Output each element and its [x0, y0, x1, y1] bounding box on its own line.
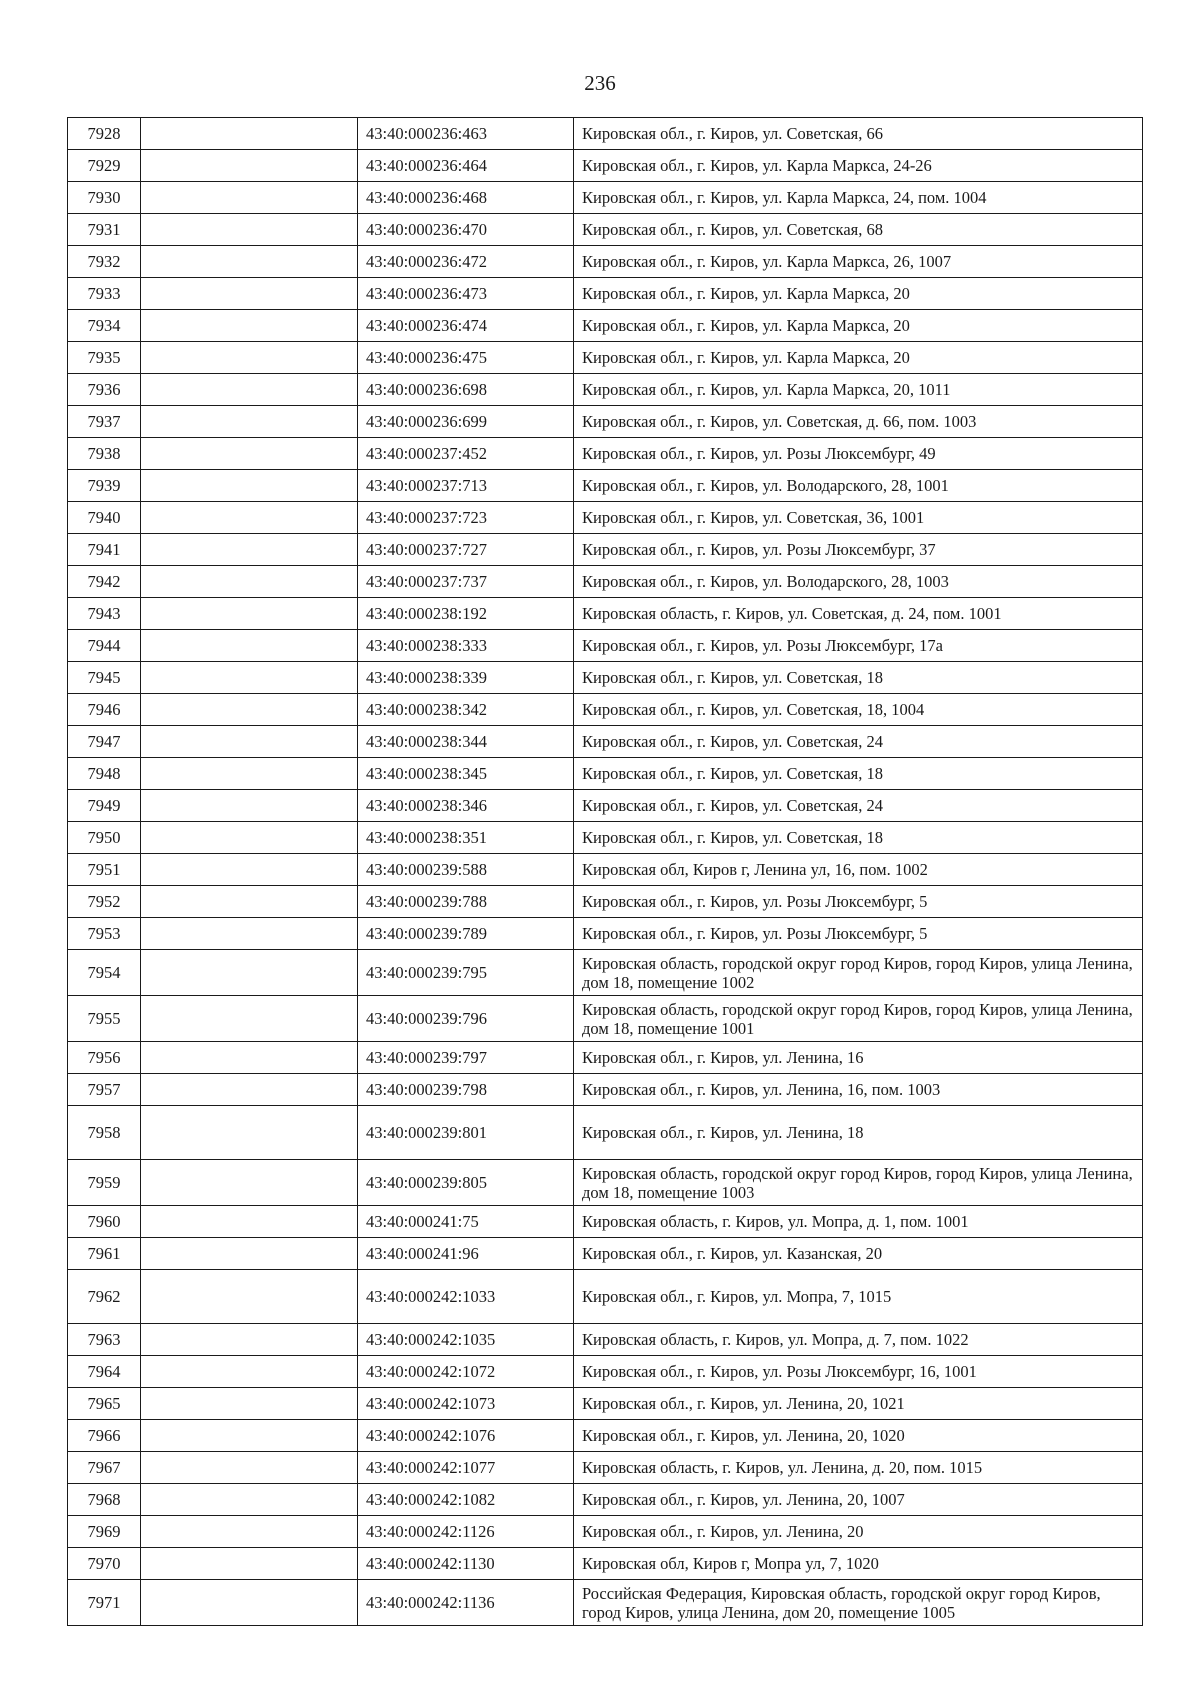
- address-cell: Кировская обл., г. Киров, ул. Советская, д. 66, пом. 1003: [574, 406, 1143, 438]
- table-row: [68, 1452, 1143, 1484]
- table-row: [68, 1548, 1143, 1580]
- cadastral-number: 43:40:000241:75: [358, 1206, 574, 1238]
- row-number: 7934: [68, 310, 141, 342]
- address-cell: Кировская обл., г. Киров, ул. Ленина, 16: [574, 1042, 1143, 1074]
- address-cell: Кировская обл., г. Киров, ул. Карла Маркса, 20: [574, 278, 1143, 310]
- cadastral-number: 43:40:000242:1073: [358, 1388, 574, 1420]
- table-row: [68, 886, 1143, 918]
- row-number: 7951: [68, 854, 141, 886]
- address-cell: Кировская обл., г. Киров, ул. Володарского, 28, 1003: [574, 566, 1143, 598]
- cadastral-number: 43:40:000242:1077: [358, 1452, 574, 1484]
- row-number: 7932: [68, 246, 141, 278]
- row-number: 7969: [68, 1516, 141, 1548]
- cadastral-number: 43:40:000239:801: [358, 1106, 574, 1160]
- cadastral-number: 43:40:000236:464: [358, 150, 574, 182]
- row-number: 7949: [68, 790, 141, 822]
- row-number: 7948: [68, 758, 141, 790]
- address-cell: Кировская обл., г. Киров, ул. Советская, 24: [574, 726, 1143, 758]
- table-row: [68, 214, 1143, 246]
- cadastral-number: 43:40:000236:470: [358, 214, 574, 246]
- address-cell: Кировская обл, Киров г, Ленина ул, 16, пом. 1002: [574, 854, 1143, 886]
- table-row: [68, 758, 1143, 790]
- row-number: 7936: [68, 374, 141, 406]
- table-row: [68, 1420, 1143, 1452]
- cadastral-number: 43:40:000242:1072: [358, 1356, 574, 1388]
- address-cell: Кировская обл., г. Киров, ул. Розы Люксембург, 37: [574, 534, 1143, 566]
- table-row: [68, 534, 1143, 566]
- row-number: 7964: [68, 1356, 141, 1388]
- table-row: [68, 438, 1143, 470]
- cadastral-number: 43:40:000241:96: [358, 1238, 574, 1270]
- cadastral-number: 43:40:000236:475: [358, 342, 574, 374]
- row-number: 7955: [68, 996, 141, 1042]
- address-cell: Кировская обл., г. Киров, ул. Карла Маркса, 20, 1011: [574, 374, 1143, 406]
- row-number: 7944: [68, 630, 141, 662]
- address-cell: Кировская область, городской округ город Киров, город Киров, улица Ленина, дом 18, помещение 1003: [574, 1160, 1143, 1206]
- blank-cell: [141, 1484, 358, 1516]
- blank-cell: [141, 1580, 358, 1626]
- cadastral-number: 43:40:000236:468: [358, 182, 574, 214]
- address-cell: Кировская обл., г. Киров, ул. Ленина, 20: [574, 1516, 1143, 1548]
- address-cell: Кировская обл., г. Киров, ул. Карла Маркса, 20: [574, 342, 1143, 374]
- cadastral-number: 43:40:000238:351: [358, 822, 574, 854]
- blank-cell: [141, 1270, 358, 1324]
- table-row: [68, 182, 1143, 214]
- cadastral-number: 43:40:000239:797: [358, 1042, 574, 1074]
- table-row: [68, 662, 1143, 694]
- address-cell: Кировская обл., г. Киров, ул. Советская, 36, 1001: [574, 502, 1143, 534]
- table-row: [68, 1106, 1143, 1160]
- row-number: 7938: [68, 438, 141, 470]
- row-number: 7970: [68, 1548, 141, 1580]
- table-row: [68, 1238, 1143, 1270]
- cadastral-number: 43:40:000237:727: [358, 534, 574, 566]
- blank-cell: [141, 1452, 358, 1484]
- blank-cell: [141, 1388, 358, 1420]
- table-row: [68, 726, 1143, 758]
- address-cell: Кировская обл., г. Киров, ул. Казанская, 20: [574, 1238, 1143, 1270]
- cadastral-number: 43:40:000239:588: [358, 854, 574, 886]
- row-number: 7940: [68, 502, 141, 534]
- cadastral-number: 43:40:000237:452: [358, 438, 574, 470]
- address-cell: Кировская обл., г. Киров, ул. Ленина, 20, 1020: [574, 1420, 1143, 1452]
- table-row: [68, 502, 1143, 534]
- table-row: [68, 278, 1143, 310]
- address-cell: Кировская обл., г. Киров, ул. Ленина, 20, 1007: [574, 1484, 1143, 1516]
- address-cell: Кировская область, г. Киров, ул. Ленина, д. 20, пом. 1015: [574, 1452, 1143, 1484]
- cadastral-number: 43:40:000238:192: [358, 598, 574, 630]
- cadastral-number: 43:40:000238:344: [358, 726, 574, 758]
- address-cell: Кировская обл., г. Киров, ул. Розы Люксембург, 5: [574, 886, 1143, 918]
- table-row: [68, 1484, 1143, 1516]
- table-row: [68, 470, 1143, 502]
- blank-cell: [141, 1324, 358, 1356]
- blank-cell: [141, 118, 358, 150]
- blank-cell: [141, 182, 358, 214]
- row-number: 7961: [68, 1238, 141, 1270]
- blank-cell: [141, 996, 358, 1042]
- table-row: [68, 566, 1143, 598]
- address-cell: Кировская обл., г. Киров, ул. Карла Маркса, 20: [574, 310, 1143, 342]
- table-row: [68, 118, 1143, 150]
- cadastral-number: 43:40:000238:346: [358, 790, 574, 822]
- address-cell: Кировская обл., г. Киров, ул. Советская, 18: [574, 822, 1143, 854]
- table-row: [68, 1580, 1143, 1626]
- blank-cell: [141, 278, 358, 310]
- table-row: [68, 374, 1143, 406]
- row-number: 7943: [68, 598, 141, 630]
- cadastral-number: 43:40:000242:1130: [358, 1548, 574, 1580]
- cadastral-number: 43:40:000239:796: [358, 996, 574, 1042]
- table-row: [68, 822, 1143, 854]
- row-number: 7963: [68, 1324, 141, 1356]
- blank-cell: [141, 1420, 358, 1452]
- table-row: [68, 246, 1143, 278]
- row-number: 7941: [68, 534, 141, 566]
- row-number: 7935: [68, 342, 141, 374]
- row-number: 7937: [68, 406, 141, 438]
- address-cell: Кировская обл., г. Киров, ул. Розы Люксембург, 16, 1001: [574, 1356, 1143, 1388]
- row-number: 7971: [68, 1580, 141, 1626]
- table-row: [68, 950, 1143, 996]
- blank-cell: [141, 502, 358, 534]
- row-number: 7928: [68, 118, 141, 150]
- address-cell: Кировская область, городской округ город Киров, город Киров, улица Ленина, дом 18, помещение 1002: [574, 950, 1143, 996]
- table-row: [68, 854, 1143, 886]
- row-number: 7960: [68, 1206, 141, 1238]
- address-cell: Кировская обл., г. Киров, ул. Мопра, 7, 1015: [574, 1270, 1143, 1324]
- cadastral-number: 43:40:000239:795: [358, 950, 574, 996]
- table-row: [68, 1356, 1143, 1388]
- cadastral-number: 43:40:000239:805: [358, 1160, 574, 1206]
- table-row: [68, 1074, 1143, 1106]
- address-cell: Кировская обл., г. Киров, ул. Советская, 66: [574, 118, 1143, 150]
- row-number: 7952: [68, 886, 141, 918]
- row-number: 7959: [68, 1160, 141, 1206]
- row-number: 7945: [68, 662, 141, 694]
- address-cell: Кировская обл., г. Киров, ул. Володарского, 28, 1001: [574, 470, 1143, 502]
- blank-cell: [141, 1516, 358, 1548]
- row-number: 7965: [68, 1388, 141, 1420]
- row-number: 7968: [68, 1484, 141, 1516]
- address-cell: Кировская обл., г. Киров, ул. Розы Люксембург, 49: [574, 438, 1143, 470]
- blank-cell: [141, 1238, 358, 1270]
- cadastral-number: 43:40:000236:463: [358, 118, 574, 150]
- address-cell: Кировская область, г. Киров, ул. Советская, д. 24, пом. 1001: [574, 598, 1143, 630]
- table-row: [68, 406, 1143, 438]
- blank-cell: [141, 566, 358, 598]
- row-number: 7947: [68, 726, 141, 758]
- table-row: [68, 1206, 1143, 1238]
- address-cell: Кировская обл., г. Киров, ул. Ленина, 20, 1021: [574, 1388, 1143, 1420]
- cadastral-number: 43:40:000237:713: [358, 470, 574, 502]
- blank-cell: [141, 694, 358, 726]
- address-cell: Кировская область, городской округ город Киров, город Киров, улица Ленина, дом 18, помещение 1001: [574, 996, 1143, 1042]
- table-row: [68, 996, 1143, 1042]
- row-number: 7967: [68, 1452, 141, 1484]
- cadastral-number: 43:40:000239:789: [358, 918, 574, 950]
- blank-cell: [141, 1160, 358, 1206]
- table-row: [68, 1042, 1143, 1074]
- blank-cell: [141, 630, 358, 662]
- blank-cell: [141, 1356, 358, 1388]
- address-cell: Кировская обл, Киров г, Мопра ул, 7, 1020: [574, 1548, 1143, 1580]
- blank-cell: [141, 310, 358, 342]
- blank-cell: [141, 790, 358, 822]
- cadastral-number: 43:40:000238:345: [358, 758, 574, 790]
- row-number: 7931: [68, 214, 141, 246]
- blank-cell: [141, 822, 358, 854]
- address-cell: Кировская обл., г. Киров, ул. Советская, 18: [574, 758, 1143, 790]
- cadastral-number: 43:40:000236:473: [358, 278, 574, 310]
- address-cell: Кировская обл., г. Киров, ул. Ленина, 18: [574, 1106, 1143, 1160]
- blank-cell: [141, 1548, 358, 1580]
- blank-cell: [141, 598, 358, 630]
- cadastral-number: 43:40:000242:1076: [358, 1420, 574, 1452]
- blank-cell: [141, 374, 358, 406]
- blank-cell: [141, 662, 358, 694]
- row-number: 7953: [68, 918, 141, 950]
- table-row: [68, 1388, 1143, 1420]
- cadastral-number: 43:40:000236:474: [358, 310, 574, 342]
- cadastral-number: 43:40:000236:472: [358, 246, 574, 278]
- row-number: 7966: [68, 1420, 141, 1452]
- table-row: [68, 918, 1143, 950]
- blank-cell: [141, 534, 358, 566]
- registry-table-body: [68, 118, 1143, 1626]
- address-cell: Кировская обл., г. Киров, ул. Советская, 68: [574, 214, 1143, 246]
- table-row: [68, 342, 1143, 374]
- address-cell: Кировская обл., г. Киров, ул. Ленина, 16, пом. 1003: [574, 1074, 1143, 1106]
- blank-cell: [141, 470, 358, 502]
- address-cell: Российская Федерация, Кировская область, городской округ город Киров, город Киров, улица Ленина, дом 20, помещение 1005: [574, 1580, 1143, 1626]
- blank-cell: [141, 758, 358, 790]
- row-number: 7954: [68, 950, 141, 996]
- table-row: [68, 1516, 1143, 1548]
- address-cell: Кировская обл., г. Киров, ул. Розы Люксембург, 5: [574, 918, 1143, 950]
- table-row: [68, 1324, 1143, 1356]
- cadastral-number: 43:40:000238:339: [358, 662, 574, 694]
- cadastral-number: 43:40:000236:699: [358, 406, 574, 438]
- row-number: 7946: [68, 694, 141, 726]
- cadastral-number: 43:40:000238:342: [358, 694, 574, 726]
- row-number: 7950: [68, 822, 141, 854]
- table-row: [68, 598, 1143, 630]
- row-number: 7930: [68, 182, 141, 214]
- blank-cell: [141, 886, 358, 918]
- blank-cell: [141, 950, 358, 996]
- row-number: 7958: [68, 1106, 141, 1160]
- blank-cell: [141, 150, 358, 182]
- address-cell: Кировская обл., г. Киров, ул. Розы Люксембург, 17а: [574, 630, 1143, 662]
- row-number: 7962: [68, 1270, 141, 1324]
- table-row: [68, 630, 1143, 662]
- row-number: 7929: [68, 150, 141, 182]
- blank-cell: [141, 726, 358, 758]
- cadastral-number: 43:40:000242:1126: [358, 1516, 574, 1548]
- cadastral-number: 43:40:000242:1033: [358, 1270, 574, 1324]
- blank-cell: [141, 406, 358, 438]
- table-row: [68, 310, 1143, 342]
- blank-cell: [141, 438, 358, 470]
- address-cell: Кировская обл., г. Киров, ул. Советская, 18, 1004: [574, 694, 1143, 726]
- table-row: [68, 1160, 1143, 1206]
- table-row: [68, 694, 1143, 726]
- address-cell: Кировская область, г. Киров, ул. Мопра, д. 1, пом. 1001: [574, 1206, 1143, 1238]
- address-cell: Кировская обл., г. Киров, ул. Карла Маркса, 26, 1007: [574, 246, 1143, 278]
- blank-cell: [141, 342, 358, 374]
- address-cell: Кировская обл., г. Киров, ул. Советская, 18: [574, 662, 1143, 694]
- address-cell: Кировская область, г. Киров, ул. Мопра, д. 7, пом. 1022: [574, 1324, 1143, 1356]
- address-cell: Кировская обл., г. Киров, ул. Карла Маркса, 24-26: [574, 150, 1143, 182]
- blank-cell: [141, 918, 358, 950]
- row-number: 7933: [68, 278, 141, 310]
- blank-cell: [141, 1106, 358, 1160]
- table-row: [68, 150, 1143, 182]
- cadastral-number: 43:40:000238:333: [358, 630, 574, 662]
- blank-cell: [141, 1042, 358, 1074]
- cadastral-number: 43:40:000237:723: [358, 502, 574, 534]
- cadastral-number: 43:40:000242:1082: [358, 1484, 574, 1516]
- cadastral-number: 43:40:000239:798: [358, 1074, 574, 1106]
- blank-cell: [141, 854, 358, 886]
- address-cell: Кировская обл., г. Киров, ул. Советская, 24: [574, 790, 1143, 822]
- cadastral-number: 43:40:000242:1136: [358, 1580, 574, 1626]
- page-number: 236: [584, 71, 616, 95]
- cadastral-number: 43:40:000242:1035: [358, 1324, 574, 1356]
- table-row: [68, 790, 1143, 822]
- row-number: 7939: [68, 470, 141, 502]
- row-number: 7957: [68, 1074, 141, 1106]
- registry-table: [67, 117, 1143, 1626]
- blank-cell: [141, 1074, 358, 1106]
- row-number: 7942: [68, 566, 141, 598]
- table-row: [68, 1270, 1143, 1324]
- row-number: 7956: [68, 1042, 141, 1074]
- cadastral-number: 43:40:000236:698: [358, 374, 574, 406]
- address-cell: Кировская обл., г. Киров, ул. Карла Маркса, 24, пом. 1004: [574, 182, 1143, 214]
- blank-cell: [141, 214, 358, 246]
- blank-cell: [141, 246, 358, 278]
- blank-cell: [141, 1206, 358, 1238]
- cadastral-number: 43:40:000237:737: [358, 566, 574, 598]
- cadastral-number: 43:40:000239:788: [358, 886, 574, 918]
